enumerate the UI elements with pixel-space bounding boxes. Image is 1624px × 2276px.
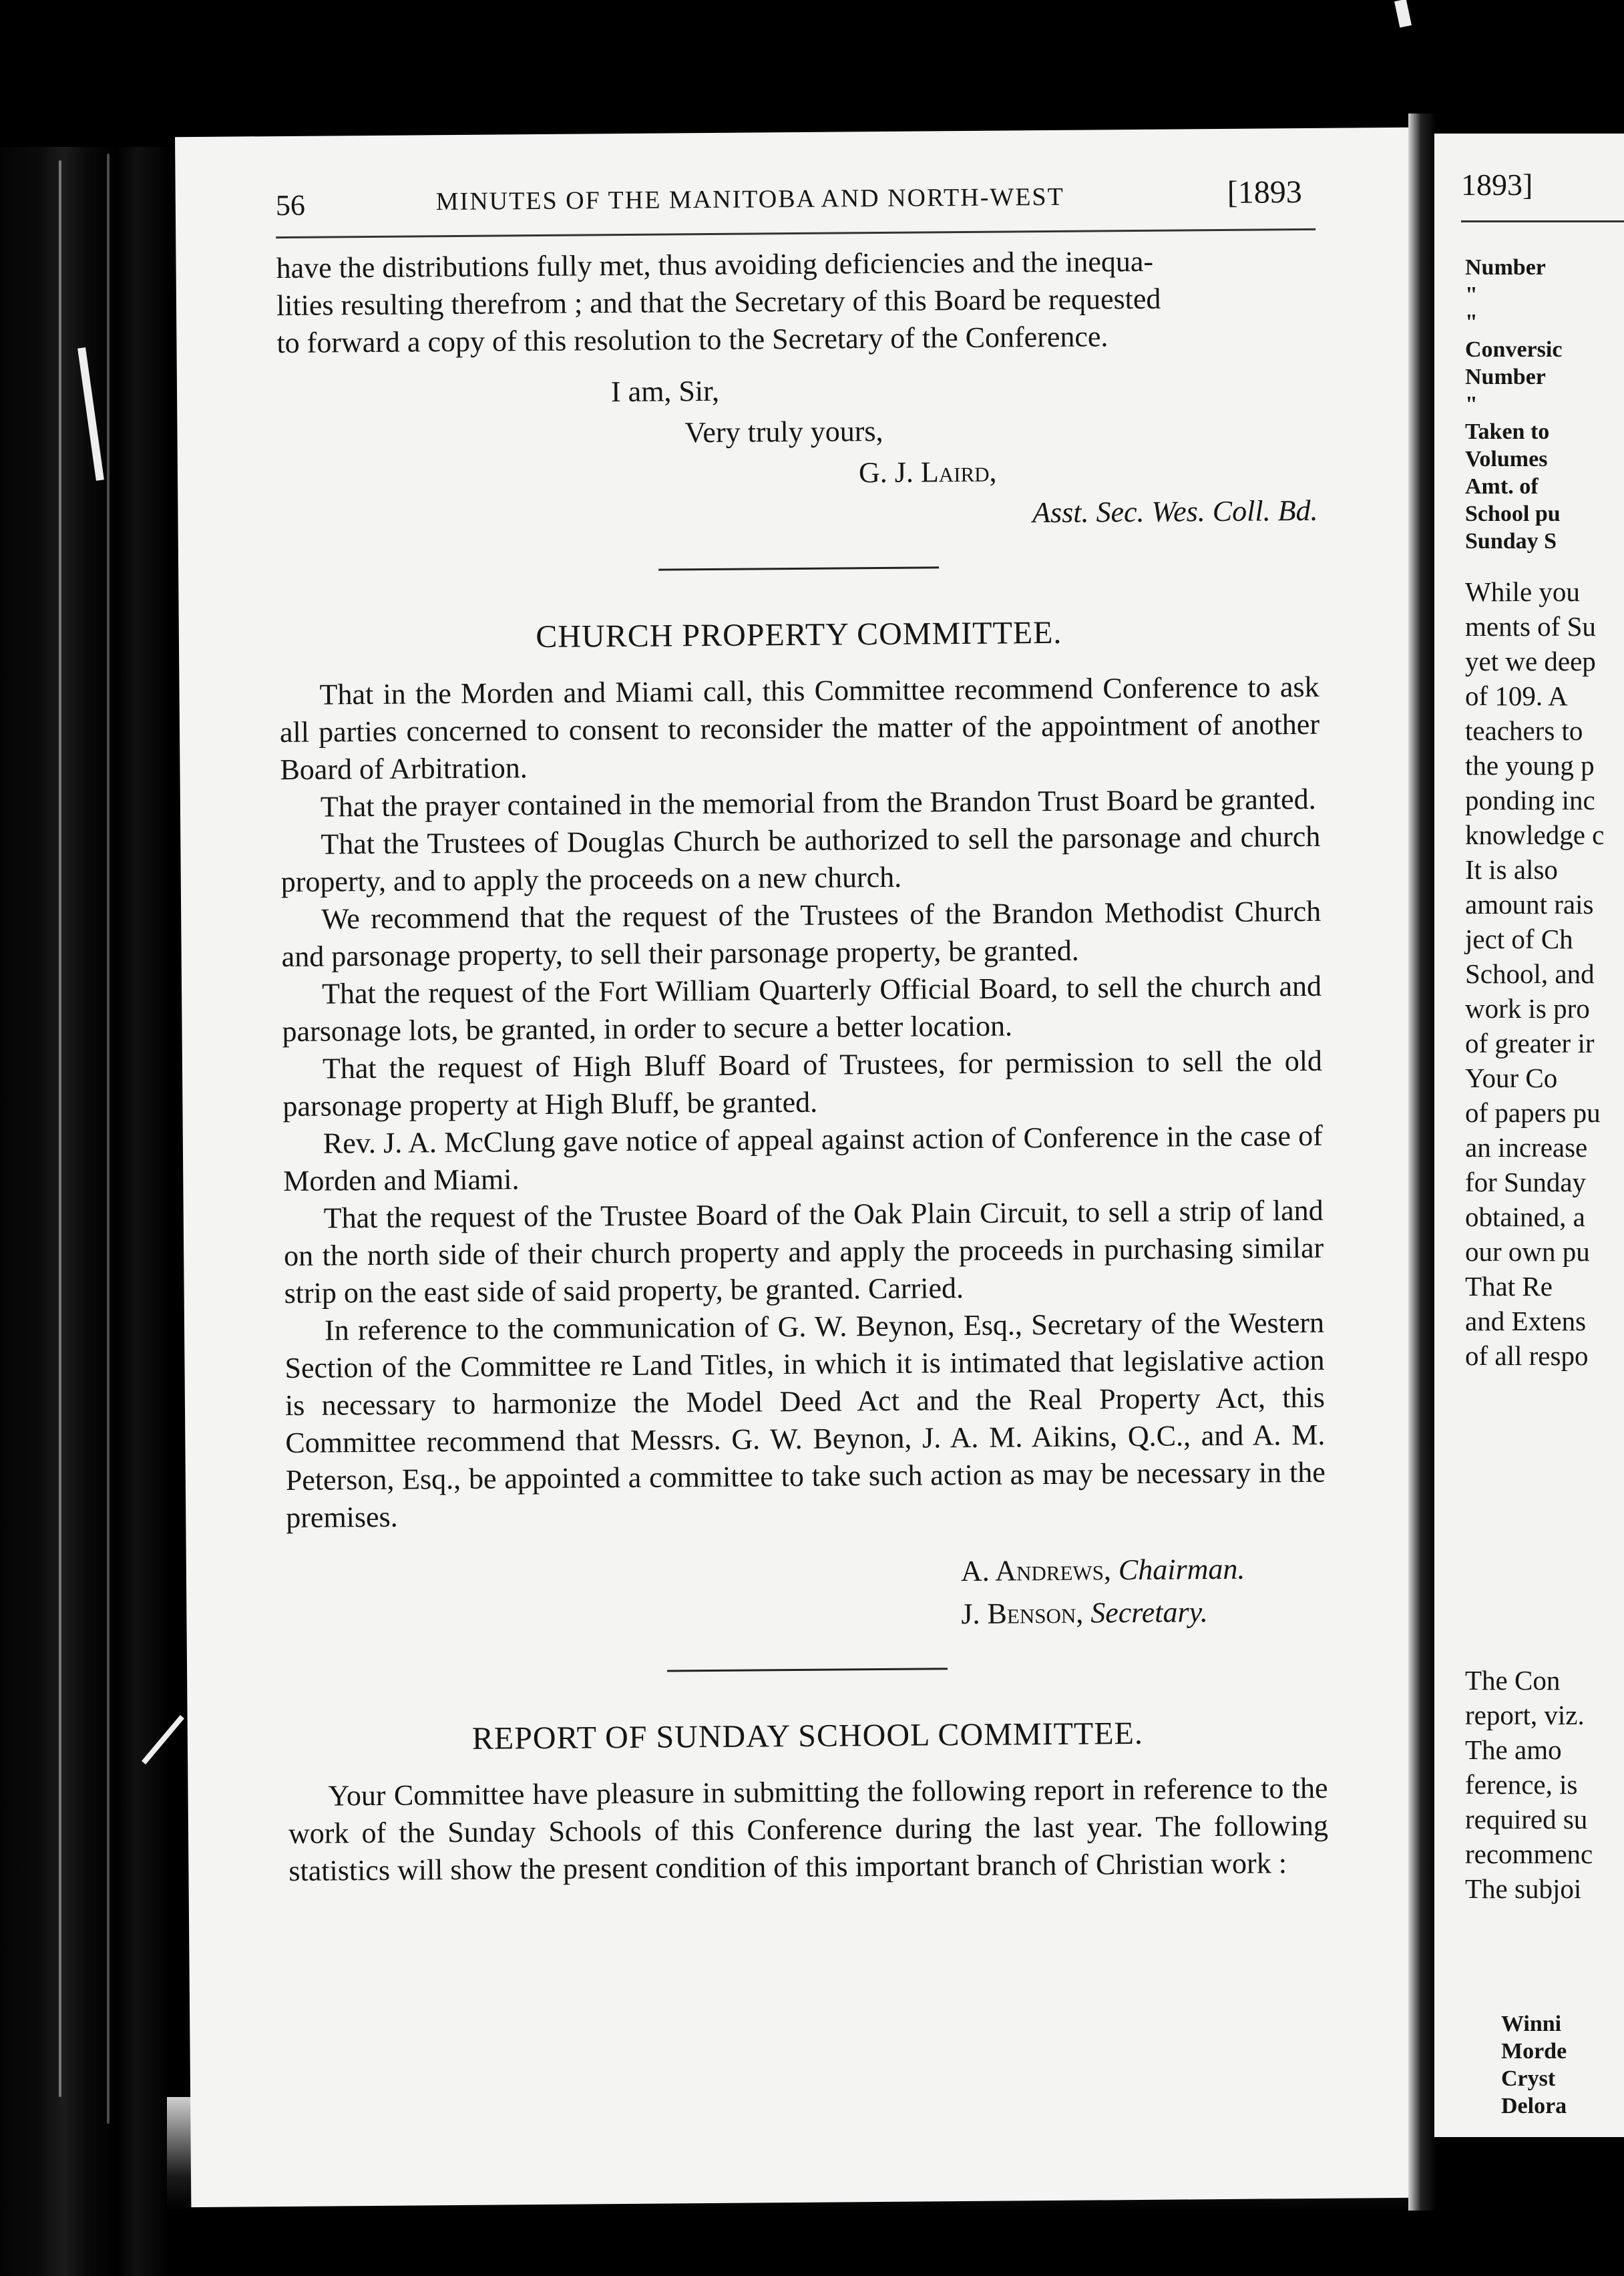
right-page-line: The Con — [1465, 1665, 1561, 1696]
scan-edge-line — [59, 160, 61, 2097]
right-page-line: That Re — [1465, 1271, 1553, 1302]
paragraph: In reference to the communication of G. W. Beynon, Esq., Secretary of the Western Section of the Committee re Land Titles, in which it is intimated that legislative action is necessary to harmonize the Model Deed Act and the Real Property Act, this Committee recommend that Messrs. G. W. Beynon, J. A. M. Aikins, Q.C., and A. M. Peterson, Esq., be appointed a committee to take such action as may be necessary in the premises. — [284, 1306, 1326, 1535]
right-page-line: School pu — [1465, 502, 1561, 526]
intro-line: lities resulting therefrom ; and that the Secretary of this Board be requested — [276, 282, 1161, 323]
right-page-line: School, and — [1465, 958, 1595, 989]
paragraph: Rev. J. A. McClung gave notice of appeal against action of Conference in the case of Morden and Miami. — [283, 1119, 1324, 1198]
header-rule — [276, 228, 1315, 238]
running-title: MINUTES OF THE MANITOBA AND NORTH-WEST — [435, 182, 1064, 216]
salutation: I am, Sir, — [610, 374, 720, 409]
right-page-line: The amo — [1465, 1734, 1562, 1765]
signer-name: G. J. Laird, — [858, 455, 997, 490]
intro-block — [276, 242, 1316, 362]
page-number: 56 — [275, 188, 306, 222]
book-gutter — [1408, 114, 1436, 2211]
section-divider — [667, 1668, 948, 1672]
right-page-line: required su — [1465, 1804, 1588, 1835]
right-page-line: yet we deep — [1465, 646, 1596, 677]
right-page-line: Morde — [1501, 2039, 1567, 2064]
letter-closing — [277, 366, 1318, 540]
right-page-line: recommenc — [1465, 1839, 1593, 1869]
committee-signatures — [286, 1547, 1327, 1641]
paragraph: We recommend that the request of the Trustees of the Brandon Methodist Church and parsonage property, to sell their parsonage property, be granted. — [281, 894, 1322, 974]
right-page-line: our own pu — [1465, 1236, 1590, 1267]
page-body — [276, 242, 1328, 1890]
right-page-line: " — [1465, 392, 1478, 417]
right-page-line: Amt. of — [1465, 474, 1539, 499]
signature-name: A. Andrews, — [960, 1553, 1112, 1588]
right-page-line: Sunday S — [1465, 529, 1557, 554]
paragraph: That the Trustees of Douglas Church be authorized to sell the parsonage and church property, and to apply the proceeds on a new church. — [280, 819, 1321, 899]
right-page-year: 1893] — [1461, 168, 1533, 202]
right-page-line: the young p — [1465, 750, 1595, 781]
right-page-line: and Extens — [1465, 1306, 1587, 1336]
running-header — [275, 160, 1302, 228]
header-rule — [1461, 220, 1624, 222]
signature-line — [961, 1547, 1326, 1593]
right-page-line: of papers pu — [1465, 1097, 1601, 1128]
right-page-line: of 109. A — [1465, 681, 1568, 711]
right-page-line: Volumes — [1465, 447, 1548, 471]
right-page-line: It is also — [1465, 854, 1558, 885]
right-page-line: ject of Ch — [1465, 924, 1573, 954]
right-page-line: Conversic — [1465, 337, 1563, 362]
signature-role: Chairman. — [1118, 1552, 1245, 1587]
right-page-line: " — [1465, 282, 1478, 307]
intro-line: to forward a copy of this resolution to the Secretary of the Conference. — [276, 320, 1108, 360]
left-page — [175, 128, 1424, 2207]
scan-edge-line — [107, 154, 110, 2124]
right-page-line: Taken to — [1465, 419, 1550, 444]
right-page-line: Number — [1465, 365, 1546, 389]
sunday-school-heading: REPORT OF SUNDAY SCHOOL COMMITTEE. — [471, 1715, 1144, 1756]
paragraph: That in the Morden and Miami call, this Committee recommend Conference to ask all parties concerned to consent to reconsider the matter of the appointment of another Board of Arbitration. — [279, 670, 1320, 787]
valediction: Very truly yours, — [684, 414, 883, 449]
right-page-line: of all respo — [1465, 1340, 1589, 1371]
signature-name: J. Benson, — [961, 1596, 1084, 1631]
right-page-line: for Sunday — [1465, 1167, 1587, 1197]
right-page-line: obtained, a — [1465, 1201, 1585, 1232]
right-page-line: report, viz. — [1465, 1700, 1585, 1730]
section-divider — [658, 566, 939, 570]
signer-title: Asst. Sec. Wes. Coll. Bd. — [1032, 494, 1318, 530]
right-page-line: amount rais — [1465, 889, 1594, 920]
right-page-line: While you — [1465, 576, 1580, 607]
right-page-line: The subjoi — [1465, 1873, 1582, 1904]
right-page-line: an increase — [1465, 1132, 1588, 1163]
year-bracket: [1893 — [1227, 174, 1302, 210]
right-page-line: " — [1465, 310, 1478, 335]
signature-role: Secretary. — [1090, 1595, 1208, 1630]
right-page-line: Winni — [1501, 2012, 1562, 2036]
right-page-line: Number — [1465, 255, 1546, 280]
intro-line: have the distributions fully met, thus avoiding deficiencies and the inequa- — [276, 244, 1154, 285]
right-page-line: ference, is — [1465, 1769, 1578, 1800]
book-spine-edge — [0, 147, 170, 2276]
paragraph: That the request of the Fort William Quarterly Official Board, to sell the church and parsonage lots, be granted, in order to secure a better location. — [282, 969, 1322, 1049]
right-page-line: work is pro — [1465, 993, 1590, 1024]
right-page-line: of greater ir — [1465, 1028, 1595, 1059]
right-page-line: Delora — [1501, 2094, 1567, 2118]
church-property-heading: CHURCH PROPERTY COMMITTEE. — [536, 614, 1062, 655]
right-page-line: ments of Su — [1465, 611, 1596, 642]
right-page-line: Your Co — [1465, 1063, 1558, 1093]
paragraph: Your Committee have pleasure in submitting the following report in reference to the work of the Sunday Schools of this Conference during the last year. The following statistics will show the present condition of this important branch of Christian work : — [288, 1771, 1329, 1887]
right-page-line: ponding inc — [1465, 785, 1595, 815]
paragraph: That the request of the Trustee Board of the Oak Plain Circuit, to sell a strip of land on the north side of their church property and apply the proceeds in purchasing similar strip on the east side of said property, be granted. Carried. — [283, 1193, 1324, 1310]
paragraph: That the request of High Bluff Board of Trustees, for permission to sell the old parsonage property at High Bluff, be granted. — [282, 1044, 1323, 1123]
scan-mark — [1394, 0, 1412, 27]
right-page — [1434, 134, 1624, 2137]
signature-line — [961, 1590, 1326, 1636]
right-page-line: teachers to — [1465, 715, 1583, 746]
right-page-line: Cryst — [1501, 2066, 1556, 2091]
paragraph: That the prayer contained in the memorial from the Brandon Trust Board be granted. — [320, 782, 1316, 823]
right-page-line: knowledge c — [1465, 819, 1605, 850]
